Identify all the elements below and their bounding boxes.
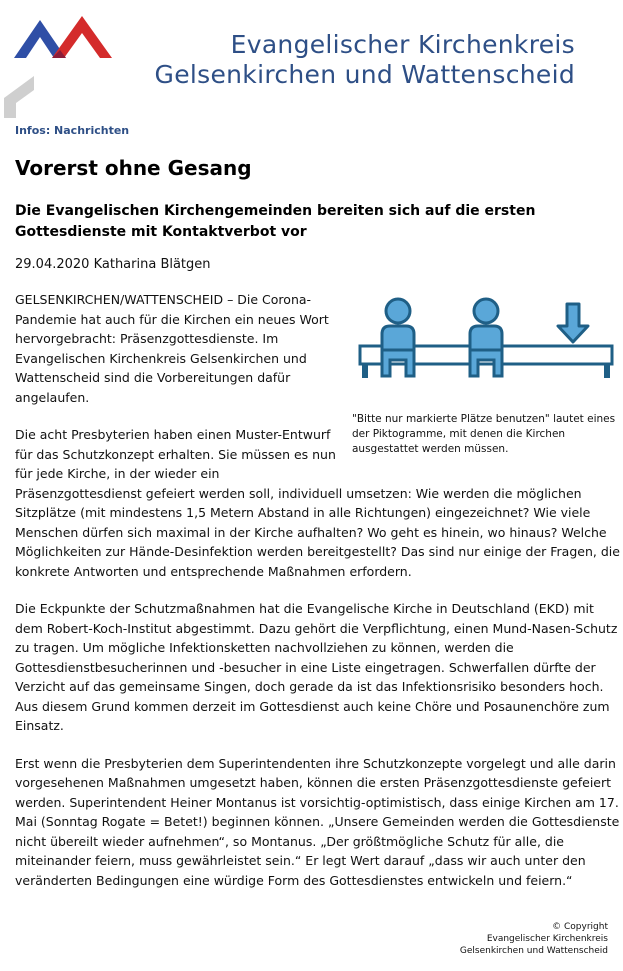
organization-name[interactable] — [155, 30, 575, 90]
org-name-line-1: Evangelischer Kirchenkreis — [230, 30, 575, 59]
seating-pictogram-icon[interactable] — [352, 290, 620, 410]
article-title: Vorerst ohne Gesang — [15, 156, 252, 180]
copyright-line-2: Evangelischer Kirchenkreis — [486, 934, 608, 944]
copyright-line-1: © Copyright — [552, 922, 608, 932]
copyright-line-3: Gelsenkirchen und Wattenscheid — [459, 946, 608, 956]
article-subtitle: Die Evangelischen Kirchengemeinden bereiten sich auf die ersten Gottesdienste mit Kontaktverbot vor — [15, 203, 536, 240]
org-name-line-2: Gelsenkirchen und Wattenscheid — [154, 60, 575, 89]
article-paragraph-3: Die Eckpunkte der Schutzmaßnahmen hat die Evangelische Kirche in Deutschland (EKD) mit dem Robert-Koch-Institut abgestimmt. Dazu gehört die Verpflichtung, einen Mund-Nasen-Schutz zu tragen. Um mögliche Infektionsketten nachvollziehen zu können, werden die Gottesdienstbesucherinnen und -besucher in eine Liste eingetragen. Schwerfallen dürfte der Verzicht auf das gemeinsame Singen, doch gerade da ist das Infektionsrisiko besonders hoch. Aus diesem Grund kommen derzeit im Gottesdienst auch keine Chöre und Posaunenchöre zum Einsatz. — [15, 601, 618, 733]
article-author: Katharina Blätgen — [93, 257, 211, 272]
figure-caption: "Bitte nur markierte Plätze benutzen" lautet eines der Piktogramme, mit denen die Kirchen ausgestattet werden müssen. — [352, 413, 616, 455]
article-date: 29.04.2020 — [15, 257, 90, 272]
breadcrumb[interactable]: Infos: Nachrichten — [15, 124, 130, 137]
article-paragraph-2: Die acht Presbyterien haben einen Muster-Entwurf für das Schutzkonzept erhalten. Sie müssen es nun für jede Kirche, in der wieder ein Präsenzgottesdienst gefeiert werden soll, individuell umsetzen: Wie werden die möglichen Sitzplätze (mit mindestens 1,5 Metern Abstand in alle Richtungen) eingezeichnet? Wie viele Menschen dürfen sich maximal in der Kirche aufhalten? Wo geht es hinein, wo hinaus? Welche Möglichkeiten zur Hände-Desinfektion werden bereitgestellt? Das sind nur einige der Fragen, die konkrete Antworten und entsprechende Maßnahmen erfordern. — [15, 427, 620, 579]
article-paragraph-4: Erst wenn die Presbyterien dem Superintendenten ihre Schutzkonzepte vorgelegt und alle darin vorgesehenen Maßnahmen umgesetzt haben, können die ersten Präsenzgottesdienste gefeiert werden. Superintendent Heiner Montanus ist vorsichtig-optimistisch, dass einige Kirchen am 17. Mai (Sonntag Rogate = Betet!) beginnen können. „Unsere Gemeinden werden die Gottesdienste nicht übereilt wieder aufnehmen“, so Montanus. „Der größtmögliche Schutz für alle, die miteinander feiern, muss gewährleistet sein.“ Er legt Wert darauf „dass wir auch unter den veränderten Bedingungen eine würdige Form des Gottesdienstes entwickeln und feiern.“ — [15, 755, 620, 888]
site-header — [0, 0, 623, 120]
church-roofs-logo-icon[interactable] — [4, 14, 114, 118]
article-figure — [352, 290, 620, 457]
article-meta — [15, 257, 211, 272]
copyright-notice — [460, 921, 608, 957]
article-paragraph-1: GELSENKIRCHEN/WATTENSCHEID – Die Corona-Pandemie hat auch für die Kirchen ein neues Wort hervorgebracht: Präsenzgottesdienste. Im Evangelischen Kirchenkreis Gelsenkirchen und Wattenscheid sind die Vorbereitungen dafür angelaufen. — [15, 292, 329, 405]
article-body — [15, 290, 620, 908]
